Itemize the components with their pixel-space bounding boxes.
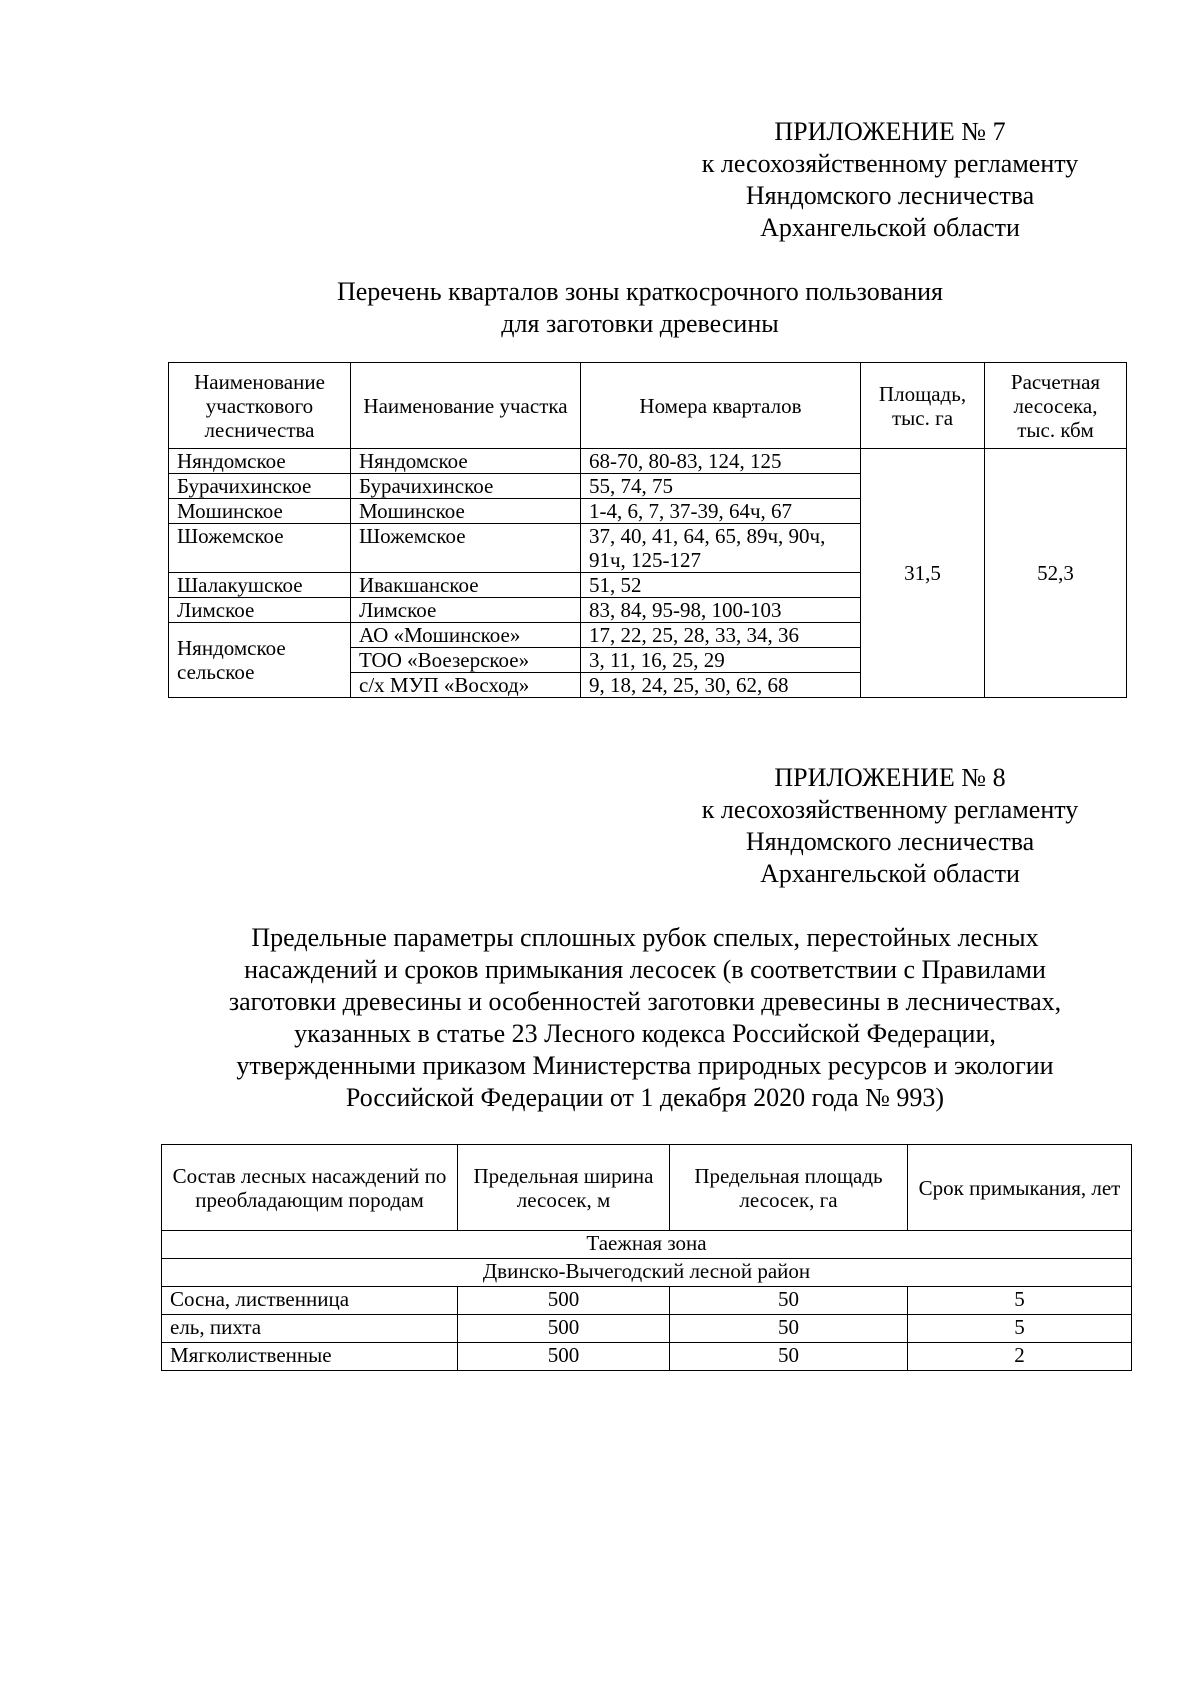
cell-forestry: Бурачихинское [169,474,351,499]
cell-quarters: 37, 40, 41, 64, 65, 89ч, 90ч, 91ч, 125-127 [581,524,861,573]
cell-area: 50 [670,1343,908,1371]
cell-width: 500 [458,1343,670,1371]
cell-area: 50 [670,1315,908,1343]
header-site: Наименование участка [351,363,581,449]
cell-width: 500 [458,1315,670,1343]
appendix-8-ref-line-3: Архангельской области [760,859,1020,888]
cell-forestry: Шожемское [169,524,351,573]
appendix-7-number: ПРИЛОЖЕНИЕ № 7 [774,117,1006,146]
cell-species: Сосна, лиственница [162,1287,458,1315]
cell-species: ель, пихта [162,1315,458,1343]
cell-width: 500 [458,1287,670,1315]
appendix-8-ref-line-1: к лесохозяйственному регламенту [701,795,1079,824]
header-area: Площадь, тыс. га [861,363,985,449]
appendix-8-title-line-1: Предельные параметры сплошных рубок спелых, перестойных лесных [251,923,1039,952]
cell-term: 5 [908,1287,1132,1315]
cell-site: Ивакшанское [351,573,581,598]
cell-site: Мошинское [351,499,581,524]
cell-site: Лимское [351,598,581,623]
header-cut: Расчетная лесосека, тыс. кбм [985,363,1127,449]
clearcut-params-table [161,1144,1132,1371]
header-species: Состав лесных насаждений по преобладающим породам [162,1145,458,1231]
header-term: Срок примыкания, лет [908,1145,1132,1231]
cell-species: Мягколиственные [162,1343,458,1371]
appendix-7-title-line-2: для заготовки древесины [501,309,779,338]
table-header-row [162,1145,1132,1231]
appendix-7-title [200,276,1080,340]
appendix-8-title [150,922,1140,1114]
appendix-8-header [660,762,1120,890]
cell-quarters: 3, 11, 16, 25, 29 [581,648,861,673]
appendix-8-number: ПРИЛОЖЕНИЕ № 8 [774,763,1006,792]
appendix-7-ref-line-1: к лесохозяйственному регламенту [701,149,1079,178]
cell-quarters: 55, 74, 75 [581,474,861,499]
appendix-7-header [660,116,1120,244]
table-row [169,449,1127,474]
header-quarters: Номера кварталов [581,363,861,449]
cell-forestry: Няндомское сельское [169,623,351,698]
header-forestry: Наименование участкового лесничества [169,363,351,449]
appendix-8-title-line-2: насаждений и сроков примыкания лесосек (в соответствии с Правилами [244,955,1046,984]
cell-term: 5 [908,1315,1132,1343]
cell-quarters: 1-4, 6, 7, 37-39, 64ч, 67 [581,499,861,524]
appendix-8-title-line-6: Российской Федерации от 1 декабря 2020 года № 993) [345,1083,945,1112]
cell-site: АО «Мошинское» [351,623,581,648]
cell-quarters: 9, 18, 24, 25, 30, 62, 68 [581,673,861,698]
cell-quarters: 83, 84, 95-98, 100-103 [581,598,861,623]
zone-label: Таежная зона [162,1231,1132,1259]
appendix-7-ref-line-3: Архангельской области [760,213,1020,242]
district-label: Двинско-Вычегодский лесной район [162,1259,1132,1287]
district-row [162,1259,1132,1287]
cell-site: с/х МУП «Восход» [351,673,581,698]
table-row [162,1315,1132,1343]
cell-forestry: Мошинское [169,499,351,524]
cell-site: ТОО «Воезерское» [351,648,581,673]
appendix-8-title-line-5: утвержденными приказом Министерства природных ресурсов и экологии [236,1051,1054,1080]
cell-quarters: 17, 22, 25, 28, 33, 34, 36 [581,623,861,648]
table-row [162,1343,1132,1371]
table-row [162,1287,1132,1315]
cell-area-total: 31,5 [861,449,985,698]
cell-cut-total: 52,3 [985,449,1127,698]
cell-term: 2 [908,1343,1132,1371]
header-width: Предельная ширина лесосек, м [458,1145,670,1231]
cell-site: Няндомское [351,449,581,474]
quarters-table [168,362,1127,698]
cell-forestry: Лимское [169,598,351,623]
cell-site: Шожемское [351,524,581,573]
cell-forestry: Няндомское [169,449,351,474]
appendix-8-ref-line-2: Няндомского лесничества [745,827,1035,856]
appendix-7-title-line-1: Перечень кварталов зоны краткосрочного пользования [336,277,944,306]
appendix-7-ref-line-2: Няндомского лесничества [745,181,1035,210]
appendix-8-title-line-3: заготовки древесины и особенностей заготовки древесины в лесничествах, [228,987,1062,1016]
header-area: Предельная площадь лесосек, га [670,1145,908,1231]
appendix-8-title-line-4: указанных в статье 23 Лесного кодекса Российской Федерации, [294,1019,996,1048]
cell-quarters: 68-70, 80-83, 124, 125 [581,449,861,474]
zone-row [162,1231,1132,1259]
cell-forestry: Шалакушское [169,573,351,598]
cell-quarters: 51, 52 [581,573,861,598]
table-header-row [169,363,1127,449]
cell-site: Бурачихинское [351,474,581,499]
cell-area: 50 [670,1287,908,1315]
